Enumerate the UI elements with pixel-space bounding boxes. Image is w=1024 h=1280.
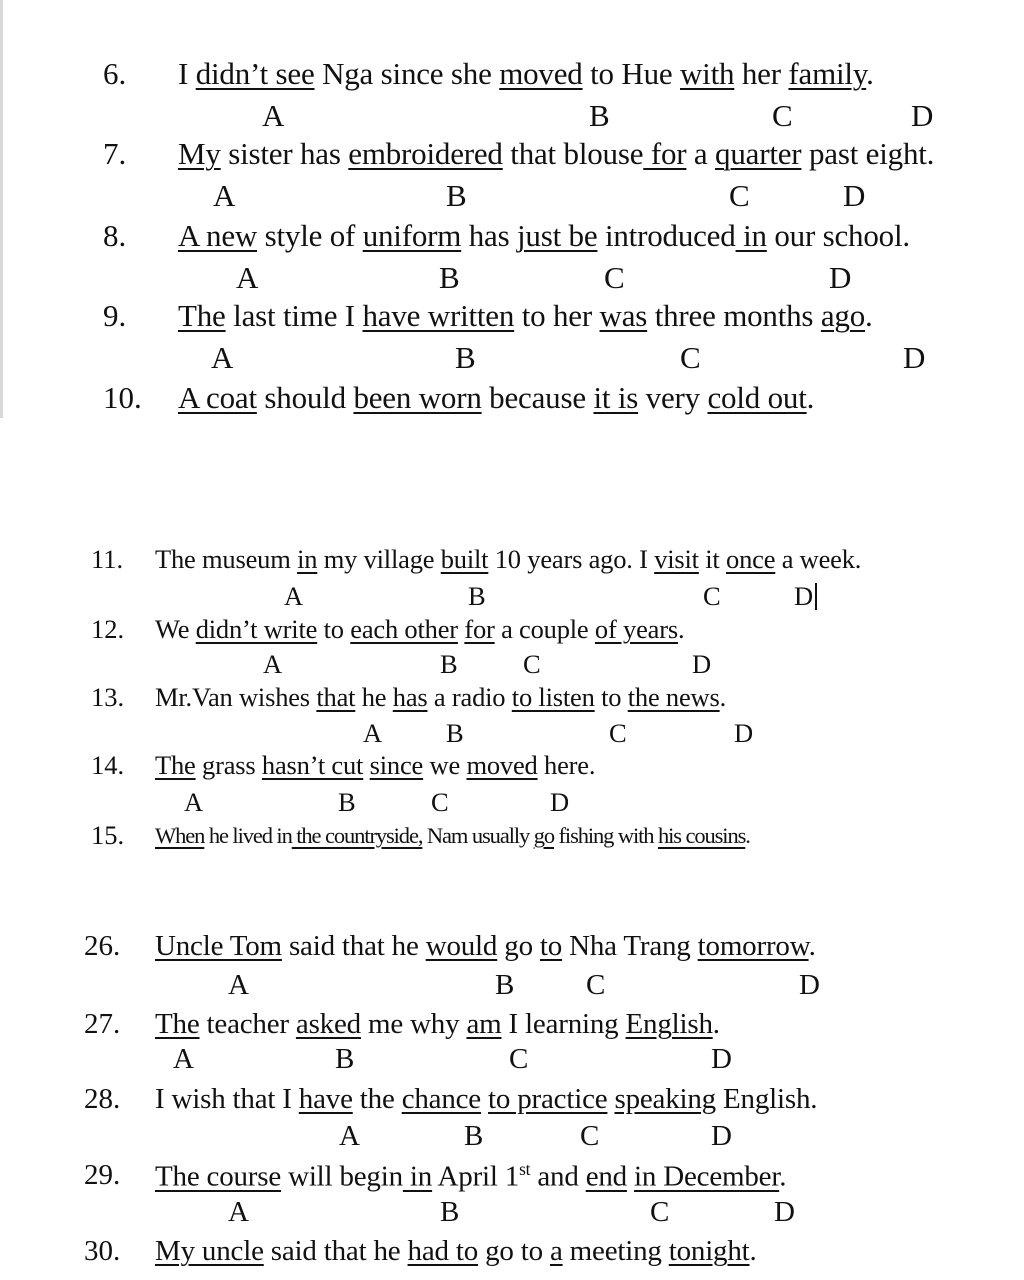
option-letter-c: C	[609, 718, 627, 748]
underlined-option-text: been worn	[353, 380, 482, 415]
option-letter-d: D	[550, 787, 570, 817]
option-letter-c: C	[680, 340, 701, 375]
option-letter-d: D	[829, 260, 852, 295]
question-sentence	[178, 300, 873, 331]
sentence-text: we	[423, 750, 467, 780]
sentence-text: will begin	[281, 1160, 403, 1193]
question-sentence	[178, 58, 874, 89]
question-number: 29.	[84, 1159, 121, 1191]
underlined-option-text: hasn’t cut	[261, 750, 364, 780]
sentence-text: grass	[195, 750, 262, 780]
question-sentence	[155, 752, 595, 779]
underlined-option-text: with	[679, 56, 735, 91]
sentence-text: .	[806, 380, 815, 415]
sentence-text: to Hue	[582, 56, 680, 91]
option-letter-a: A	[213, 178, 236, 213]
sentence-text: teacher	[199, 1008, 296, 1040]
sentence-text: I	[178, 56, 196, 91]
option-letter-d: D	[774, 1196, 795, 1228]
sentence-text: fishing with	[554, 823, 658, 848]
option-letter-b: B	[338, 787, 356, 817]
sentence-text: me why	[360, 1008, 467, 1040]
underlined-option-text: his cousins	[657, 823, 746, 848]
sentence-text: st	[519, 1159, 531, 1179]
underlined-option-text: ago	[820, 298, 866, 333]
sentence-text: meeting	[562, 1235, 669, 1267]
option-letter-b: B	[468, 581, 486, 611]
question-number: 30.	[84, 1235, 121, 1267]
sentence-text: .	[866, 56, 874, 91]
option-letter-d: D	[903, 340, 926, 375]
underlined-option-text: quarter	[715, 136, 802, 171]
sentence-text: Nga since she	[314, 56, 500, 91]
underlined-option-text: am	[466, 1008, 502, 1040]
underlined-option-text: just be	[517, 218, 598, 253]
sentence-text: sister has	[220, 136, 349, 171]
sentence-text: here.	[537, 750, 596, 780]
left-border	[0, 0, 3, 418]
sentence-text: We	[155, 614, 196, 644]
option-letter-b: B	[335, 1043, 355, 1075]
sentence-text: said that he	[281, 930, 426, 962]
underlined-option-text: moved	[499, 56, 583, 91]
sentence-text: .	[808, 930, 816, 962]
underlined-option-text: was	[599, 298, 648, 333]
sentence-text: Nam usually	[422, 823, 534, 848]
sentence-text: past eight.	[801, 136, 935, 171]
option-letter-b: B	[440, 649, 458, 679]
option-letter-a: A	[339, 1120, 360, 1152]
question-sentence	[155, 1237, 757, 1266]
underlined-option-text: tomorrow	[697, 930, 809, 962]
sentence-text: three months	[647, 298, 821, 333]
sentence-text: .	[719, 682, 727, 712]
sentence-text	[627, 1161, 634, 1193]
underlined-option-text: The	[178, 298, 226, 333]
sentence-text: .	[749, 1235, 757, 1267]
underlined-option-text: The	[155, 1008, 200, 1040]
underlined-option-text: each other	[350, 614, 458, 644]
sentence-text: to	[317, 614, 351, 644]
underlined-option-text: have	[298, 1083, 353, 1115]
underlined-option-text: end	[585, 1160, 627, 1193]
option-letter-c: C	[580, 1120, 600, 1152]
sentence-text: that blouse	[502, 136, 644, 171]
sentence-text: her	[734, 56, 789, 91]
sentence-text: introduced	[597, 218, 736, 253]
option-letter-b: B	[440, 1196, 460, 1228]
sentence-text: he lived in	[204, 823, 292, 848]
option-letter-d: D	[911, 98, 934, 133]
underlined-option-text: in	[735, 218, 767, 253]
option-letter-d: D	[794, 581, 814, 611]
sentence-text: .	[712, 1008, 720, 1040]
underlined-option-text: it is	[593, 380, 639, 415]
text-cursor	[815, 583, 817, 610]
sentence-text: April 1	[432, 1160, 520, 1193]
option-letter-c: C	[586, 969, 606, 1001]
underlined-option-text: that	[316, 682, 356, 712]
option-letter-b: B	[455, 340, 476, 375]
sentence-text: Mr.Van wishes	[155, 682, 317, 712]
sentence-text: Nha Trang	[562, 930, 698, 962]
question-sentence	[155, 1085, 817, 1114]
underlined-option-text: once	[726, 544, 776, 574]
sentence-text: .	[865, 298, 873, 333]
sentence-text: go	[497, 930, 540, 962]
underlined-option-text: built	[440, 544, 489, 574]
sentence-text: our school.	[766, 218, 910, 253]
underlined-option-text: have written	[362, 298, 515, 333]
option-letter-c: C	[509, 1043, 529, 1075]
underlined-option-text: visit	[654, 544, 699, 574]
option-letter-b: B	[495, 969, 515, 1001]
underlined-option-text: in	[402, 1160, 433, 1193]
question-sentence	[155, 546, 861, 573]
question-number: 14.	[91, 750, 125, 780]
sentence-text: .	[779, 1160, 787, 1193]
underlined-option-text: A new	[178, 218, 258, 253]
question-number: 15.	[91, 820, 125, 850]
option-letter-c: C	[431, 787, 449, 817]
question-number: 10.	[103, 380, 142, 415]
option-letter-c: C	[604, 260, 625, 295]
question-sentence	[178, 138, 934, 169]
underlined-option-text: to	[539, 930, 563, 962]
option-letter-a: A	[211, 340, 234, 375]
question-number: 26.	[84, 930, 121, 962]
underlined-option-text: My uncle	[155, 1235, 264, 1267]
question-sentence	[155, 616, 684, 643]
sentence-text: I wish that I	[155, 1083, 299, 1115]
question-number: 11.	[91, 544, 124, 574]
option-letter-a: A	[184, 787, 204, 817]
underlined-option-text: The	[155, 750, 196, 780]
underlined-option-text: My	[178, 136, 221, 171]
question-sentence	[178, 382, 814, 413]
option-letter-d: D	[711, 1120, 732, 1152]
sentence-text: a radio	[427, 682, 512, 712]
underlined-option-text: asked	[295, 1008, 361, 1040]
underlined-option-text: a	[549, 1235, 563, 1267]
underlined-option-text: since	[369, 750, 424, 780]
sentence-text: to	[594, 682, 628, 712]
underlined-option-text: family	[788, 56, 867, 91]
question-number: 12.	[91, 614, 125, 644]
underlined-option-text: When	[155, 823, 205, 848]
sentence-text: because	[481, 380, 594, 415]
question-number: 27.	[84, 1008, 121, 1040]
underlined-option-text: for	[643, 136, 687, 171]
underlined-option-text: to practice	[488, 1083, 608, 1115]
sentence-text: The museum	[155, 544, 298, 574]
sentence-text: .	[745, 823, 750, 848]
option-letter-a: A	[363, 718, 383, 748]
sentence-text: a	[686, 136, 716, 171]
sentence-text: said that he	[263, 1235, 408, 1267]
option-letter-d: D	[799, 969, 820, 1001]
question-sentence	[155, 1010, 720, 1039]
sentence-text: he	[355, 682, 393, 712]
underlined-option-text: had to	[407, 1235, 479, 1267]
option-letter-a: A	[173, 1043, 194, 1075]
underlined-option-text: to listen	[511, 682, 595, 712]
option-letter-c: C	[729, 178, 750, 213]
underlined-option-text: embroidered	[348, 136, 503, 171]
underlined-option-text: tonight	[668, 1235, 750, 1267]
sentence-text: .	[677, 614, 685, 644]
sentence-text	[481, 1083, 488, 1115]
sentence-text: to her	[514, 298, 600, 333]
underlined-option-text: of years	[594, 614, 678, 644]
underlined-option-text: would	[425, 930, 498, 962]
sentence-text: go to	[478, 1235, 550, 1267]
underlined-option-text: A coat	[178, 380, 257, 415]
underlined-option-text: moved	[466, 750, 538, 780]
question-number: 13.	[91, 682, 125, 712]
underlined-option-text: cold out	[707, 380, 807, 415]
option-letter-b: B	[589, 98, 610, 133]
option-letter-a: A	[262, 98, 285, 133]
underlined-option-text: for	[464, 614, 495, 644]
underlined-option-text: uniform	[362, 218, 462, 253]
underlined-option-text: didn’t see	[195, 56, 315, 91]
option-letter-d: D	[734, 718, 754, 748]
sentence-text: 10 years ago. I	[488, 544, 655, 574]
option-letter-b: B	[464, 1120, 484, 1152]
sentence-text: it	[698, 544, 727, 574]
sentence-text: should	[256, 380, 354, 415]
sentence-text: English.	[715, 1083, 818, 1115]
option-letter-c: C	[772, 98, 793, 133]
question-number: 6.	[103, 56, 127, 91]
option-letter-a: A	[236, 260, 259, 295]
question-number: 28.	[84, 1083, 121, 1115]
option-letter-b: B	[446, 718, 464, 748]
underlined-option-text: The course	[155, 1160, 282, 1193]
option-letter-a: A	[263, 649, 283, 679]
question-sentence	[155, 825, 750, 848]
underlined-option-text: didn’t write	[195, 614, 318, 644]
sentence-text: I learning	[501, 1008, 626, 1040]
question-number: 9.	[103, 298, 127, 333]
underlined-option-text: the countryside,	[291, 823, 423, 848]
question-sentence	[178, 220, 910, 251]
underlined-option-text: has	[392, 682, 428, 712]
option-letter-a: A	[228, 969, 249, 1001]
underlined-option-text: speaking	[614, 1083, 716, 1115]
underlined-option-text: the news	[627, 682, 720, 712]
sentence-text: and	[530, 1160, 586, 1193]
option-letter-b: B	[439, 260, 460, 295]
question-number: 7.	[103, 136, 127, 171]
sentence-text: a week.	[775, 544, 862, 574]
sentence-text: style of	[257, 218, 363, 253]
underlined-option-text: in December	[634, 1160, 780, 1193]
option-letter-c: C	[650, 1196, 670, 1228]
question-sentence	[155, 1161, 786, 1192]
underlined-option-text: chance	[401, 1083, 481, 1115]
question-sentence	[155, 932, 816, 961]
option-letter-d: D	[711, 1043, 732, 1075]
option-letter-c: C	[523, 649, 541, 679]
sentence-text: has	[461, 218, 518, 253]
sentence-text: the	[352, 1083, 402, 1115]
sentence-text: a couple	[494, 614, 595, 644]
option-letter-a: A	[284, 581, 304, 611]
underlined-option-text: English	[625, 1008, 713, 1040]
option-letter-d: D	[843, 178, 866, 213]
underlined-option-text: in	[297, 544, 318, 574]
question-number: 8.	[103, 218, 127, 253]
sentence-text: last time I	[225, 298, 363, 333]
sentence-text: very	[638, 380, 708, 415]
option-letter-a: A	[228, 1196, 249, 1228]
option-letter-b: B	[446, 178, 467, 213]
underlined-option-text: go	[533, 823, 554, 848]
option-letter-d: D	[692, 649, 712, 679]
underlined-option-text: Uncle Tom	[155, 930, 282, 962]
sentence-text: my village	[317, 544, 441, 574]
question-sentence	[155, 684, 726, 711]
option-letter-c: C	[703, 581, 721, 611]
